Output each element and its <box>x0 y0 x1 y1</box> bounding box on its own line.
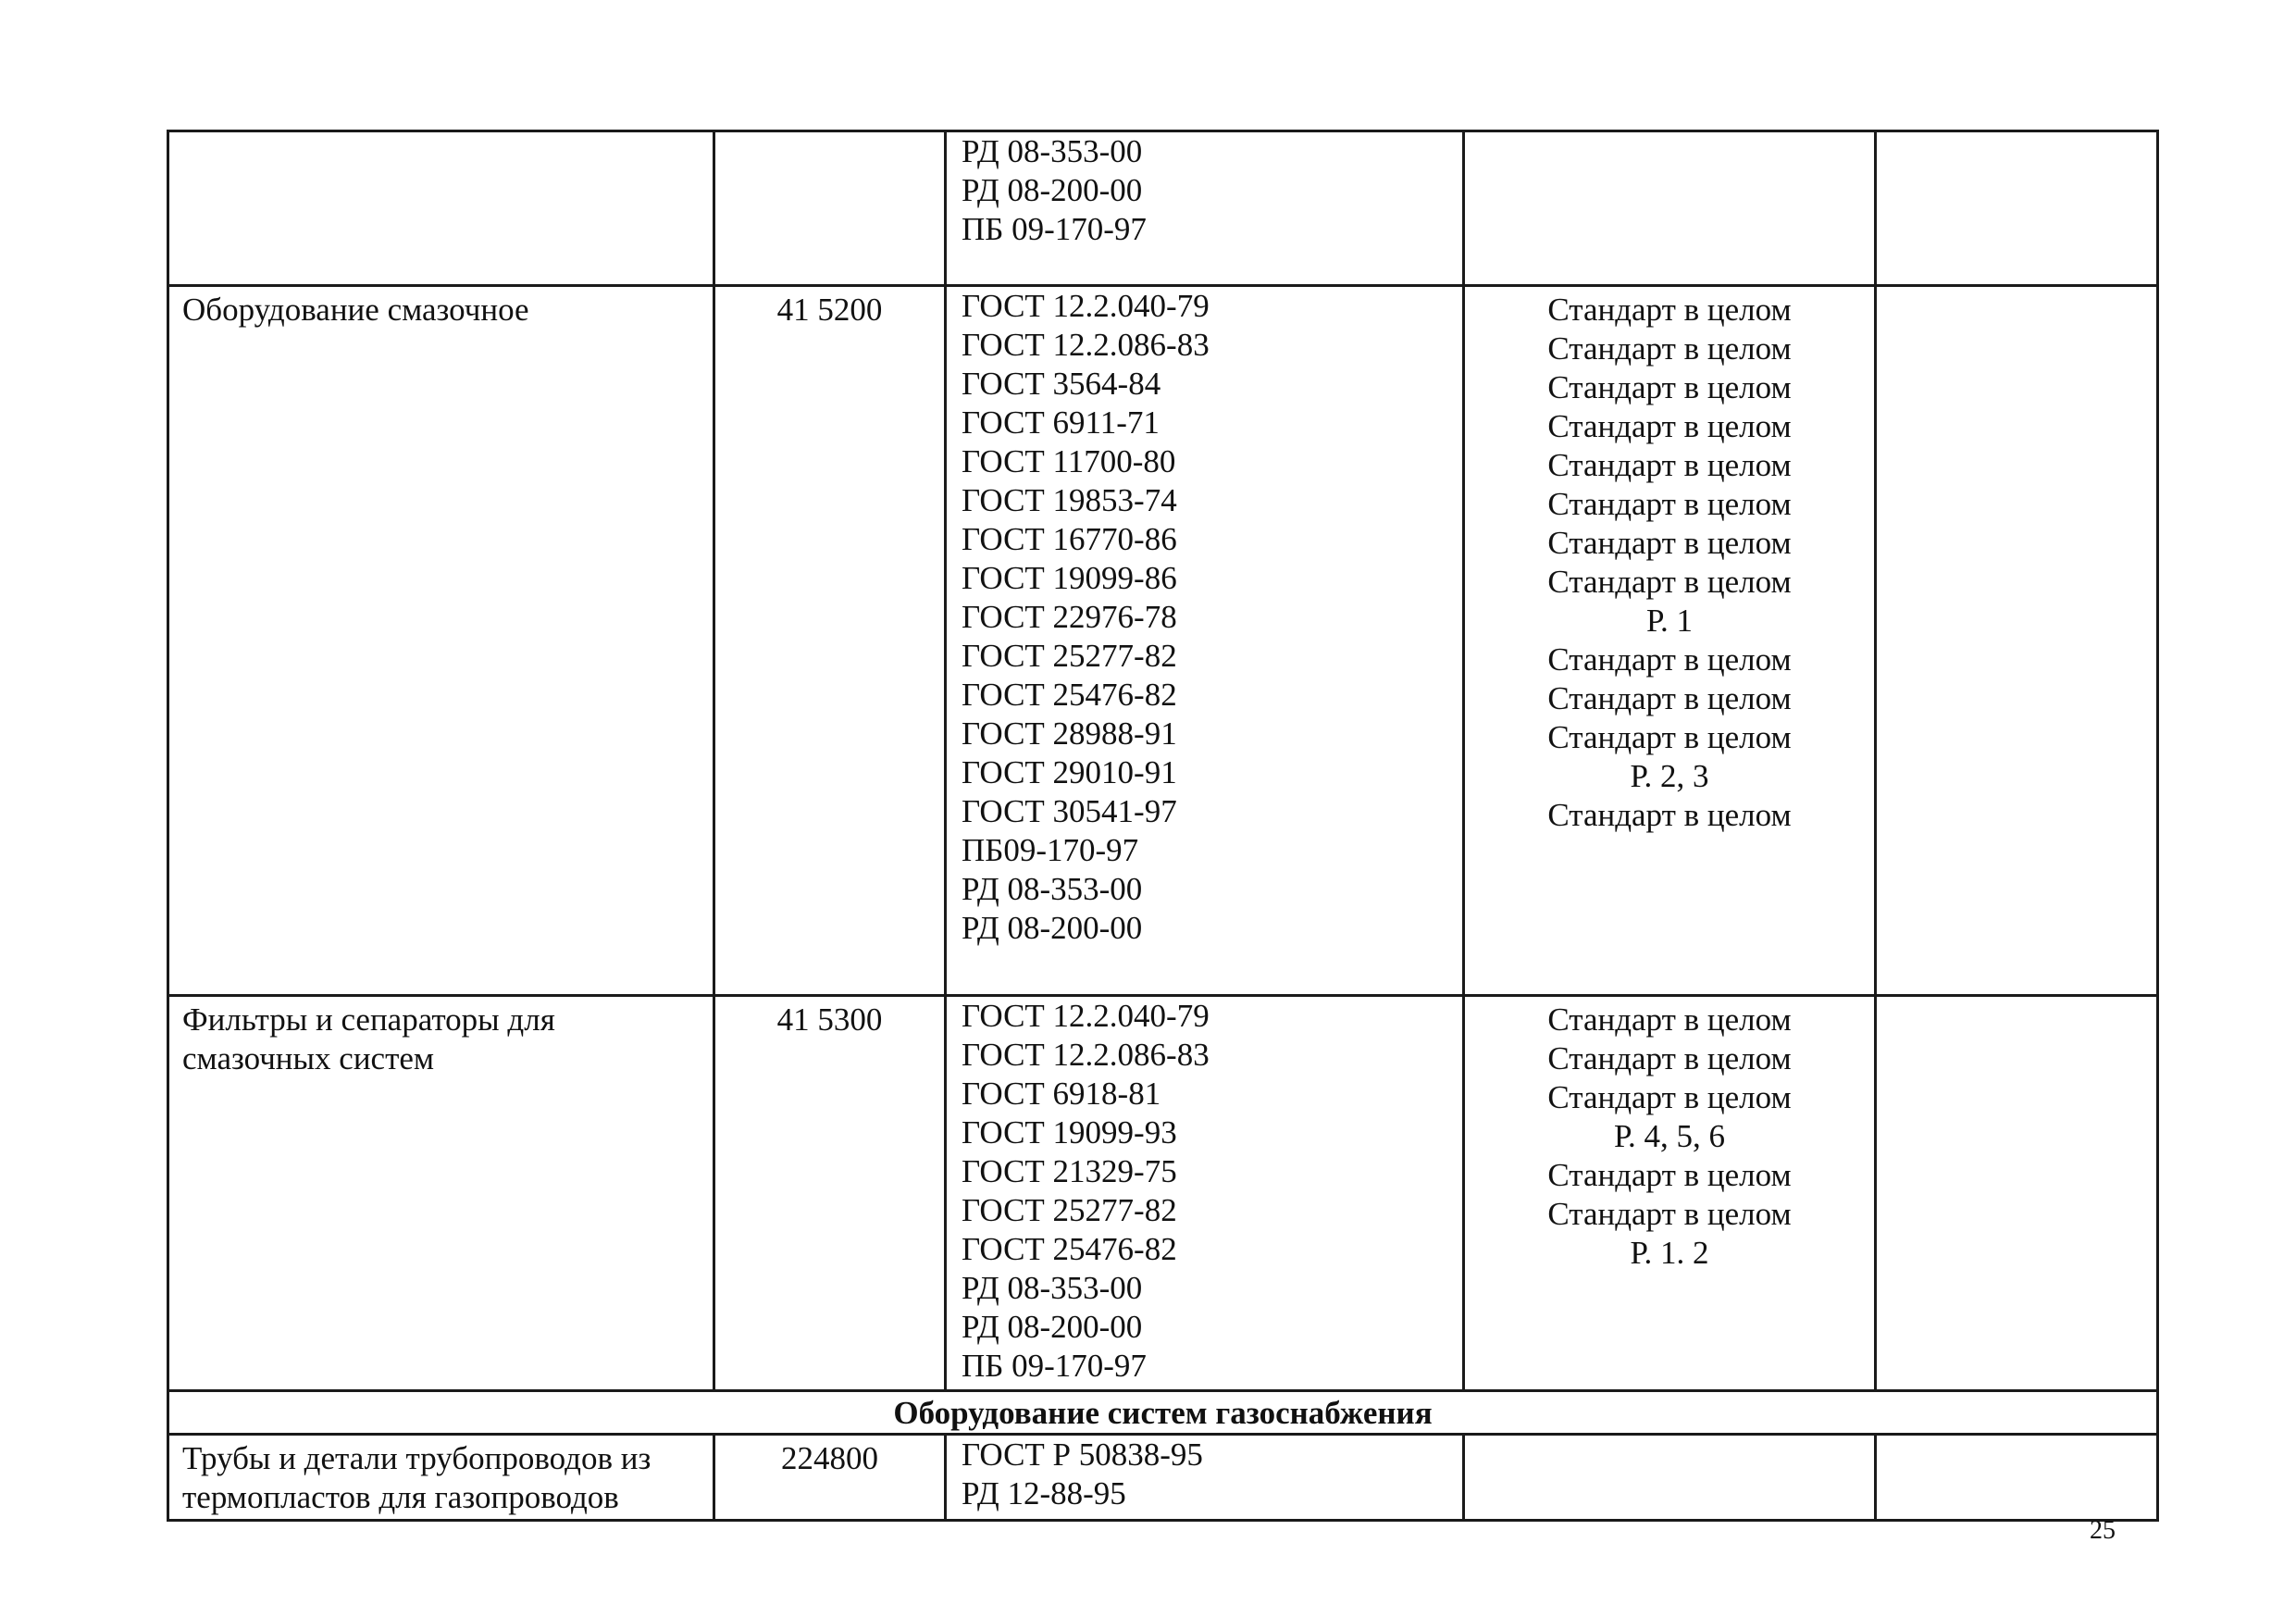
product-code-cell <box>714 286 946 996</box>
scope-note: Стандарт в целом <box>1547 525 1792 561</box>
document-ref: ГОСТ 12.2.040-79 <box>962 998 1210 1034</box>
product-name: термопластов для газопроводов <box>182 1479 619 1515</box>
documents-cell <box>946 131 1464 286</box>
scope-cell <box>1464 1435 1876 1521</box>
scope-note: Стандарт в целом <box>1547 680 1792 716</box>
scope-note: Стандарт в целом <box>1547 447 1792 483</box>
table-row <box>168 996 2158 1391</box>
empty-cell <box>1876 996 2158 1391</box>
document-ref: ГОСТ 3564-84 <box>962 366 1161 402</box>
document-ref: РД 08-353-00 <box>962 133 1143 169</box>
document-ref: ГОСТ 25476-82 <box>962 1231 1177 1267</box>
document-ref: ГОСТ 29010-91 <box>962 754 1177 790</box>
product-name-cell <box>168 1435 714 1521</box>
document-ref: ГОСТ 30541-97 <box>962 793 1177 829</box>
standards-table <box>167 130 2159 1522</box>
document-ref: РД 08-353-00 <box>962 1270 1143 1306</box>
scope-cell <box>1464 131 1876 286</box>
document-ref: ГОСТ 19099-86 <box>962 560 1177 596</box>
scope-note: Стандарт в целом <box>1547 369 1792 405</box>
scope-note: Стандарт в целом <box>1547 292 1792 328</box>
scope-note: Стандарт в целом <box>1547 641 1792 678</box>
document-ref: РД 08-200-00 <box>962 1309 1143 1345</box>
product-name-cell <box>168 286 714 996</box>
page-number: 25 <box>2090 1516 2116 1545</box>
document-ref: ПБ09-170-97 <box>962 832 1139 868</box>
scope-note: Стандарт в целом <box>1547 719 1792 755</box>
scope-note: Стандарт в целом <box>1547 486 1792 522</box>
document-ref: ГОСТ 6918-81 <box>962 1076 1161 1112</box>
documents-cell <box>946 996 1464 1391</box>
scope-note: Стандарт в целом <box>1547 1001 1792 1038</box>
scope-note: Стандарт в целом <box>1547 1157 1792 1193</box>
product-code: 41 5300 <box>776 1001 883 1038</box>
scope-note: Стандарт в целом <box>1547 1196 1792 1232</box>
document-ref: ГОСТ 21329-75 <box>962 1153 1177 1189</box>
document-ref: ГОСТ 12.2.086-83 <box>962 327 1210 363</box>
document-ref: РД 12-88-95 <box>962 1475 1126 1511</box>
scope-note: Р. 4, 5, 6 <box>1613 1118 1726 1154</box>
document-ref: ГОСТ 11700-80 <box>962 443 1176 479</box>
product-name: Фильтры и сепараторы для <box>182 1001 555 1038</box>
table-row <box>168 1435 2158 1521</box>
scope-note: Р. 1. 2 <box>1630 1235 1709 1271</box>
document-ref: ГОСТ 16770-86 <box>962 521 1177 557</box>
empty-cell <box>1876 1435 2158 1521</box>
product-name-cell <box>168 996 714 1391</box>
empty-cell <box>1876 131 2158 286</box>
section-row <box>168 1391 2158 1435</box>
product-name-cell <box>168 131 714 286</box>
scope-note: Стандарт в целом <box>1547 330 1792 367</box>
scope-cell <box>1464 996 1876 1391</box>
product-code: 41 5200 <box>776 292 883 328</box>
document-ref: ГОСТ 12.2.086-83 <box>962 1037 1210 1073</box>
table-row <box>168 131 2158 286</box>
product-code: 224800 <box>781 1440 878 1476</box>
document-ref: ГОСТ 19853-74 <box>962 482 1177 518</box>
document-ref: ГОСТ 22976-78 <box>962 599 1177 635</box>
document-ref: ГОСТ 6911-71 <box>962 404 1160 441</box>
scope-note: Стандарт в целом <box>1547 564 1792 600</box>
document-ref: РД 08-200-00 <box>962 910 1143 946</box>
document-ref: ГОСТ 25277-82 <box>962 1192 1177 1228</box>
document-ref: РД 08-200-00 <box>962 172 1143 208</box>
scope-cell <box>1464 286 1876 996</box>
document-ref: ГОСТ 19099-93 <box>962 1114 1177 1151</box>
scope-note: Стандарт в целом <box>1547 408 1792 444</box>
document-ref: ГОСТ 25476-82 <box>962 677 1177 713</box>
documents-cell <box>946 1435 1464 1521</box>
scope-note: Стандарт в целом <box>1547 797 1792 833</box>
document-ref: ГОСТ 12.2.040-79 <box>962 288 1210 324</box>
documents-cell <box>946 286 1464 996</box>
scope-note: Р. 1 <box>1645 603 1694 639</box>
product-code-cell <box>714 996 946 1391</box>
document-ref: ГОСТ 28988-91 <box>962 715 1177 752</box>
empty-cell <box>1876 286 2158 996</box>
product-name: Оборудование смазочное <box>182 292 529 328</box>
product-name: смазочных систем <box>182 1040 435 1076</box>
section-heading: Оборудование систем газоснабжения <box>168 1391 2158 1435</box>
scope-note: Стандарт в целом <box>1547 1079 1792 1115</box>
scope-note: Стандарт в целом <box>1547 1040 1792 1076</box>
table-row <box>168 286 2158 996</box>
document-ref: ГОСТ Р 50838-95 <box>962 1437 1203 1473</box>
document-ref: РД 08-353-00 <box>962 871 1143 907</box>
product-code-cell <box>714 1435 946 1521</box>
document-ref: ПБ 09-170-97 <box>962 211 1147 247</box>
document-ref: ГОСТ 25277-82 <box>962 638 1177 674</box>
product-code-cell <box>714 131 946 286</box>
scope-note: Р. 2, 3 <box>1630 758 1709 794</box>
document-ref: ПБ 09-170-97 <box>962 1348 1147 1384</box>
product-name: Трубы и детали трубопроводов из <box>182 1440 652 1476</box>
